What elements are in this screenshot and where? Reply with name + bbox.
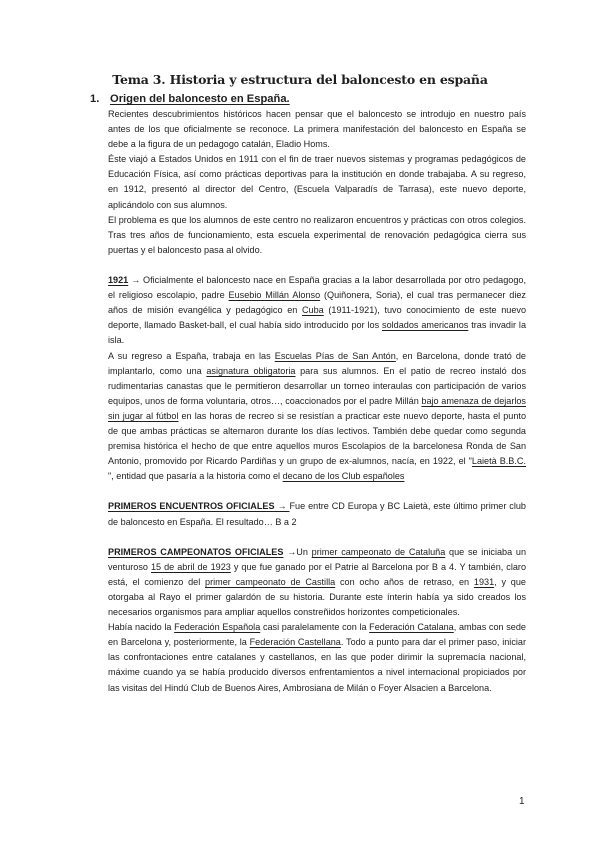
link-amenaza-futbol[interactable]: bajo amenaza de dejarlos sin jugar al fútbol (108, 395, 526, 421)
paragraph-federaciones: Había nacido la Federación Española casi paralelamente con la Federación Catalana, ambas con sede en Barcelona y, posteriormente, la Federación Castellana. Todo a punto para dar el primer paso, iniciar las confrontaciones entre catalanes y castellanos, en las que poder dirimir la supremacía nacional, máxime cuando ya se había producido diversos enfrentamientos a nivel internacional propiciados por las visitas del Hindú Club de Buenos Aires, Ambrosiana de Milán o Foyer Alsacien a Barcelona. (108, 622, 526, 693)
paragraph-campeonatos: PRIMEROS CAMPEONATOS OFICIALES →Un primer campeonato de Cataluña que se iniciaba un venturoso 15 de abril de 1923 y que fue ganado por el Patrie al Barcelona por B a 4. Y también, claro está, el comienzo del primer campeonato de Castilla con ocho años de retraso, en 1931, y que otorgaba al Rayo el primer galardón de su historia. Durante este ínterin había ya sido creados los necesarios organismos para ampliar aquellos constreñidos horizontes competicionales. (108, 546, 527, 618)
label-primeros-encuentros: PRIMEROS ENCUENTROS OFICIALES (108, 501, 275, 512)
link-asignatura-obligatoria[interactable]: asignatura obligatoria (206, 365, 296, 376)
link-decano-clubs[interactable]: decano de los Club españoles (282, 471, 405, 482)
link-federacion-castellana[interactable]: Federación Castellana (249, 637, 341, 648)
arrow: → (274, 501, 290, 512)
paragraph-2: Éste viajó a Estados Unidos en 1911 con el fin de traer nuevos sistemas y programas pedagógicos de Educación Física, así como prácticas deportivas para la institución en donde trabajaba. A su regreso, en 1912, presentó al director del Centro, (Escuela Valparadís de Tarrasa), este nuevo deporte, aplicándolo con sus alumnos. (108, 154, 526, 210)
page-number: 1 (519, 796, 525, 807)
paragraph-1921: 1921 → Oficialmente el baloncesto nace en España gracias a la labor desarrollada por otro pedagogo, el religioso escolapio, padre Eusebio Millán Alonso (Quiñonera, Soria), el cual tras permanecer diez años de misión evangélica y pedagógico en Cuba (1911-1921), tuvo conocimiento de este nuevo deporte, llamado Basket-ball, el cual había sido introducido por los soldados americanos tras invadir la isla. (108, 275, 527, 346)
link-fecha-1923[interactable]: 15 de abril de 1923 (150, 561, 231, 572)
section-number: 1. (90, 93, 100, 105)
arrow: → (128, 275, 144, 286)
link-eusebio-millan[interactable]: Eusebio Millán Alonso (228, 290, 321, 301)
link-soldados-americanos[interactable]: soldados americanos (382, 320, 469, 331)
link-federacion-espanola[interactable]: Federación Española (174, 622, 261, 633)
link-escuelas-pias[interactable]: Escuelas Pías de San Antón (274, 350, 396, 361)
link-campeonato-cataluna[interactable]: primer campeonato de Cataluña (311, 546, 446, 557)
arrow: → (283, 546, 297, 557)
paragraph-encuentros: PRIMEROS ENCUENTROS OFICIALES → Fue entre CD Europa y BC Laietà, este último primer club de baloncesto en España. El resultado… B a 2 (108, 501, 526, 527)
section-title: Origen del baloncesto en España. (110, 93, 290, 105)
year-1921: 1921 (108, 275, 129, 286)
document-title: Tema 3. Historia y estructura del baloncesto en españa (112, 72, 488, 87)
section-heading (90, 93, 290, 105)
link-1931[interactable]: 1931 (473, 576, 495, 587)
link-campeonato-castilla[interactable]: primer campeonato de Castilla (205, 576, 336, 587)
paragraph-1: Recientes descubrimientos históricos hacen pensar que el baloncesto se introdujo en nuestro país antes de los que oficialmente se reconoce. La primera manifestación del baloncesto en España se debe a la figura de un pedagogo catalán, Eladio Homs. (108, 109, 526, 150)
label-primeros-campeonatos: PRIMEROS CAMPEONATOS OFICIALES (108, 546, 284, 557)
paragraph-regreso: A su regreso a España, trabaja en las Escuelas Pías de San Antón, en Barcelona, donde trató de implantarlo, como una asignatura obligatoria para sus alumnos. En el patio de recreo instaló dos rudimentarias canastas que le permitieron desarrollar un torneo interaulas con participación de varios equipos, unos de forma voluntaria, otros…, coaccionados por el padre Millán bajo amenaza de dejarlos sin jugar al fútbol en las horas de recreo si se resistían a practicar este nuevo deporte, hasta el punto de que ambas prácticas se alternaron durante los días lectivos. También debe quedar como segunda premisa histórica el hecho de que entre aquellos muros Escolapios de la barcelonesa Ronda de San Antonio, promovido por Ricardo Pardiñas y un grupo de ex-alumnos, nacía, en 1922, el "Laietà B.B.C. ", entidad que pasaría a la historia como el decano de los Club españoles (108, 350, 527, 482)
link-laieta-bbc[interactable]: Laietà B.B.C. (471, 456, 526, 467)
link-federacion-catalana[interactable]: Federación Catalana (369, 622, 454, 633)
document-body (108, 107, 526, 696)
paragraph-3: El problema es que los alumnos de este centro no realizaron encuentros y prácticas con otros colegios. Tras tres años de funcionamiento, esta escuela experimental de renovación pedagógica cierra sus puertas y el baloncesto pasa al olvido. (108, 214, 526, 255)
link-cuba[interactable]: Cuba (301, 305, 324, 316)
